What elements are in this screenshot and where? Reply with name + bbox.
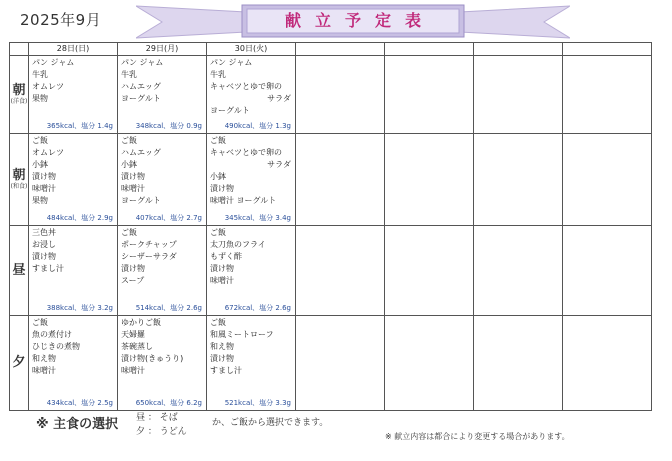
- menu-item: 味噌汁: [32, 366, 56, 375]
- menu-item: ヨーグルト: [210, 106, 250, 115]
- menu-item: シーザーサラダ: [121, 252, 177, 261]
- menu-item: 漬け物: [32, 252, 56, 261]
- title-banner: [136, 2, 570, 40]
- meal-name: 朝: [12, 167, 26, 183]
- menu-cell-empty: [474, 316, 563, 411]
- menu-cell: [118, 134, 207, 226]
- menu-cell-empty: [563, 56, 652, 134]
- menu-item: 果物: [32, 94, 48, 103]
- page-title: 献立予定表: [284, 11, 435, 30]
- staple-selection-title: ※ 主食の選択: [36, 417, 119, 432]
- menu-item: お浸し: [32, 240, 56, 249]
- menu-item: 天婦羅: [121, 330, 145, 339]
- menu-item: ご飯: [121, 136, 137, 145]
- nutrition-info: 672kcal、塩分 2.6g: [224, 304, 291, 312]
- menu-item: 茶碗蒸し: [121, 342, 153, 351]
- menu-item: ご飯: [32, 318, 48, 327]
- menu-cell-empty: [385, 226, 474, 316]
- meal-row-lunch: [10, 226, 652, 316]
- menu-item: ゆかりご飯: [121, 318, 161, 327]
- menu-cell: [118, 56, 207, 134]
- menu-item: 果物: [32, 196, 48, 205]
- meal-row-dinner: [10, 316, 652, 411]
- menu-item: 小鉢: [210, 172, 226, 181]
- nutrition-info: 434kcal、塩分 2.5g: [46, 399, 113, 407]
- menu-cell-empty: [385, 316, 474, 411]
- menu-cell: [207, 56, 296, 134]
- menu-item: ハムエッグ: [121, 148, 161, 157]
- menu-item: 和風ミートローフ: [210, 330, 274, 339]
- staple-options: [136, 411, 187, 439]
- menu-cell-empty: [296, 134, 385, 226]
- menu-item: 和え物: [32, 354, 56, 363]
- menu-cell: [29, 316, 118, 411]
- menu-item: 漬け物(きゅうり): [121, 354, 184, 363]
- menu-cell: [207, 226, 296, 316]
- menu-item: ご飯: [210, 318, 226, 327]
- day-header: [385, 43, 474, 56]
- staple-option-lunch: 昼 ： そば: [136, 413, 178, 423]
- menu-item: ご飯: [210, 136, 226, 145]
- menu-cell-empty: [563, 134, 652, 226]
- menu-item: サラダ: [267, 160, 291, 169]
- meal-name: 夕: [12, 355, 26, 370]
- menu-cell-empty: [296, 316, 385, 411]
- staple-option-dinner: 夕 ： うどん: [136, 427, 187, 437]
- day-header: [474, 43, 563, 56]
- menu-item: ポークチャップ: [121, 240, 177, 249]
- menu-item: 漬け物: [32, 172, 56, 181]
- staple-selection-note: か、ご飯から選択できます。: [212, 418, 329, 428]
- menu-item: 漬け物: [210, 354, 234, 363]
- menu-item: 太刀魚のフライ: [210, 240, 266, 249]
- menu-cell: [118, 316, 207, 411]
- menu-item: 三色丼: [32, 228, 56, 237]
- day-header: 30日(火): [207, 43, 296, 56]
- day-header: [563, 43, 652, 56]
- menu-item: ご飯: [121, 228, 137, 237]
- menu-cell-empty: [474, 134, 563, 226]
- menu-item: パン ジャム: [210, 58, 253, 67]
- nutrition-info: 348kcal、塩分 0.9g: [135, 122, 202, 130]
- menu-item: もずく酢: [210, 252, 242, 261]
- menu-item: ひじきの煮物: [32, 342, 80, 351]
- meal-label-cell: [10, 226, 29, 316]
- day-header: [296, 43, 385, 56]
- meal-label-cell: [10, 134, 29, 226]
- menu-cell-empty: [474, 56, 563, 134]
- menu-item: 牛乳: [32, 70, 48, 79]
- menu-item: 味噌汁: [210, 276, 234, 285]
- menu-cell-empty: [385, 134, 474, 226]
- meal-name: 昼: [12, 262, 26, 278]
- meal-sub: (和食): [10, 182, 28, 190]
- menu-table: [9, 42, 652, 411]
- menu-cell-empty: [563, 316, 652, 411]
- menu-cell-empty: [563, 226, 652, 316]
- menu-item: ヨーグルト: [121, 196, 161, 205]
- nutrition-info: 521kcal、塩分 3.3g: [224, 399, 291, 407]
- menu-item: 牛乳: [121, 70, 137, 79]
- menu-cell: [29, 134, 118, 226]
- menu-cell-empty: [296, 226, 385, 316]
- menu-item: ハムエッグ: [121, 82, 161, 91]
- change-notice: ※ 献立内容は都合により変更する場合があります。: [385, 432, 570, 441]
- day-header: 28日(日): [29, 43, 118, 56]
- nutrition-info: 345kcal、塩分 3.4g: [224, 214, 291, 222]
- menu-item: パン ジャム: [121, 58, 164, 67]
- menu-cell-empty: [474, 226, 563, 316]
- menu-item: ご飯: [32, 136, 48, 145]
- menu-cell-empty: [385, 56, 474, 134]
- nutrition-info: 388kcal、塩分 3.2g: [46, 304, 113, 312]
- menu-cell-empty: [296, 56, 385, 134]
- menu-cell: [29, 56, 118, 134]
- menu-item: 味噌汁: [32, 184, 56, 193]
- menu-item: キャベツとゆで卵の: [210, 148, 282, 157]
- menu-cell: [118, 226, 207, 316]
- menu-item: 和え物: [210, 342, 234, 351]
- nutrition-info: 484kcal、塩分 2.9g: [46, 214, 113, 222]
- nutrition-info: 490kcal、塩分 1.3g: [224, 122, 291, 130]
- menu-item: 小鉢: [32, 160, 48, 169]
- menu-item: ヨーグルト: [121, 94, 161, 103]
- menu-item: 漬け物: [210, 264, 234, 273]
- menu-item: すまし汁: [32, 264, 64, 273]
- menu-item: スープ: [121, 276, 145, 285]
- menu-item: ご飯: [210, 228, 226, 237]
- menu-item: キャベツとゆで卵の: [210, 82, 282, 91]
- nutrition-info: 407kcal、塩分 2.7g: [135, 214, 202, 222]
- menu-item: オムレツ: [32, 148, 64, 157]
- meal-name: 朝: [12, 82, 26, 98]
- menu-item: 牛乳: [210, 70, 226, 79]
- day-header: 29日(月): [118, 43, 207, 56]
- nutrition-info: 365kcal、塩分 1.4g: [46, 122, 113, 130]
- meal-label-cell: [10, 316, 29, 411]
- month-label: 2025年9月: [20, 11, 102, 29]
- menu-item: 味噌汁: [121, 366, 145, 375]
- day-header-row: [10, 43, 652, 56]
- menu-item: 味噌汁 ヨーグルト: [210, 196, 277, 205]
- menu-item: 魚の煮付け: [32, 330, 72, 339]
- menu-item: 漬け物: [121, 264, 145, 273]
- meal-row-breakfast-western: [10, 56, 652, 134]
- menu-item: すまし汁: [210, 366, 242, 375]
- menu-cell: [207, 316, 296, 411]
- menu-item: オムレツ: [32, 82, 64, 91]
- meal-label-cell: [10, 56, 29, 134]
- menu-cell: [29, 226, 118, 316]
- menu-item: パン ジャム: [32, 58, 75, 67]
- menu-cell: [207, 134, 296, 226]
- nutrition-info: 514kcal、塩分 2.6g: [135, 304, 202, 312]
- nutrition-info: 650kcal、塩分 6.2g: [135, 399, 202, 407]
- menu-item: 小鉢: [121, 160, 137, 169]
- menu-item: 味噌汁: [121, 184, 145, 193]
- meal-sub: (洋食): [10, 97, 28, 105]
- meal-row-breakfast-japanese: [10, 134, 652, 226]
- menu-item: 漬け物: [121, 172, 145, 181]
- menu-item: 漬け物: [210, 184, 234, 193]
- menu-item: サラダ: [267, 94, 291, 103]
- corner-cell: [10, 43, 29, 56]
